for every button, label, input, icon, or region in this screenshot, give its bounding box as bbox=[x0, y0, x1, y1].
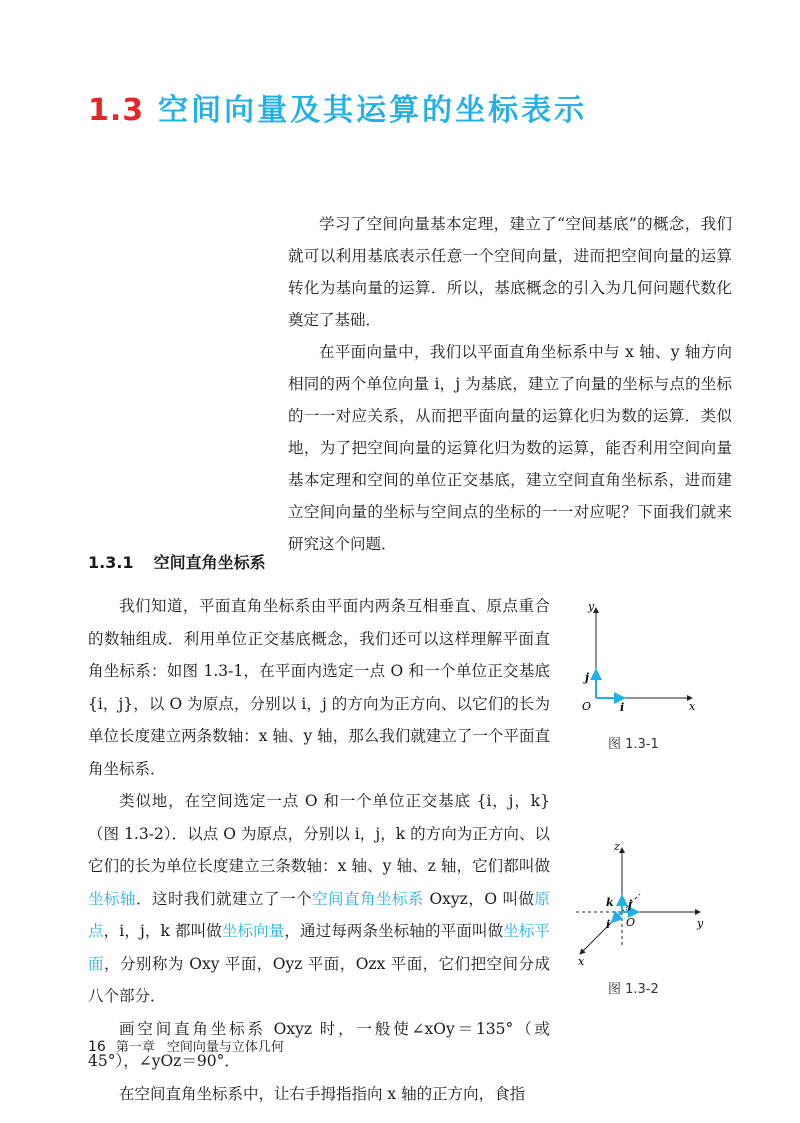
section-number: 1.3 bbox=[88, 93, 145, 128]
unit-vector-i bbox=[612, 912, 622, 922]
body-paragraph-4: 在空间直角坐标系中，让右手拇指指向 x 轴的正方向，食指 bbox=[119, 1084, 526, 1103]
label-i: i bbox=[606, 918, 611, 931]
figure-1-3-2-caption: 图 1.3-2 bbox=[608, 982, 659, 997]
label-x: x bbox=[578, 955, 585, 966]
section-title bbox=[88, 86, 587, 136]
term-coordinate-system: 空间直角坐标系 bbox=[312, 889, 425, 908]
label-x: x bbox=[689, 700, 696, 713]
label-i: i bbox=[620, 701, 625, 714]
term-coordinate-axis: 坐标轴 bbox=[88, 889, 137, 908]
figure-1-3-1 bbox=[568, 596, 708, 721]
body-paragraph-3: 画空间直角坐标系 Oxyz 时，一般使∠xOy＝135°（或 45°），∠yOz＝90°． bbox=[88, 1019, 550, 1070]
intro-text bbox=[288, 208, 732, 560]
intro-paragraph-1: 学习了空间向量基本定理，建立了“空间基底”的概念，我们就可以利用基底表示任意一个空间向量，进而把空间向量的运算转化为基向量的运算．所以，基底概念的引入为几何问题代数化奠定了基础． bbox=[288, 215, 732, 329]
label-j: j bbox=[585, 671, 589, 684]
body-text bbox=[88, 590, 550, 1110]
intro-paragraph-2: 在平面向量中，我们以平面直角坐标系中与 x 轴、y 轴方向相同的两个单位向量 i，j 为基底，建立了向量的坐标与点的坐标的一一对应关系，从而把平面向量的运算化归为数的运算．类似地，为了把空间向量的运算化归为数的运算，能否利用空间向量基本定理和空间的单位正交基底，建立空间直角坐标系，进而建立空间向量的坐标与空间点的坐标的一一对应呢？下面我们就来研究这个问题． bbox=[288, 343, 732, 553]
label-y: y bbox=[697, 917, 704, 930]
page-footer bbox=[88, 1036, 284, 1055]
term-coordinate-plane: 坐标平面 bbox=[88, 922, 550, 973]
body-paragraph-1: 我们知道，平面直角坐标系由平面内两条互相垂直、原点重合的数轴组成．利用单位正交基底概念，我们还可以这样理解平面直角坐标系：如图 1.3-1，在平面内选定一点 O 和一个单位正交基底 {i，j}，以 O 为原点，分别以 i，j 的方向为正方向、以它们的长为单位长度建立两条数轴：x 轴、y 轴，那么我们就建立了一个平面直角坐标系． bbox=[88, 597, 550, 778]
figure-1-3-2 bbox=[566, 836, 716, 966]
label-origin: O bbox=[582, 700, 592, 713]
label-origin: O bbox=[626, 916, 636, 929]
subsection-heading bbox=[88, 550, 266, 573]
section-title-text: 空间向量及其运算的坐标表示 bbox=[158, 93, 588, 128]
page-number: 16 bbox=[88, 1039, 106, 1055]
label-k: k bbox=[606, 896, 614, 909]
body-paragraph-2: 类似地，在空间选定一点 O 和一个单位正交基底 {i，j，k}（图 1.3-2）．以点 O 为原点，分别以 i，j，k 的方向为正方向、以它们的长为单位长度建立三条数轴：x 轴、y 轴、z 轴，它们都叫做坐标轴．这时我们就建立了一个空间直角坐标系 Oxyz，O 叫做原点，i，j，k 都叫做坐标向量，通过每两条坐标轴的平面叫做坐标平面，分别称为 Oxy 平面，Oyz 平面，Ozx 平面，它们把空间分成八个部分． bbox=[88, 792, 550, 1005]
chapter-title: 空间向量与立体几何 bbox=[166, 1040, 284, 1055]
label-y: y bbox=[588, 600, 595, 613]
term-origin: 原点 bbox=[88, 889, 550, 940]
figure-1-3-1-caption: 图 1.3-1 bbox=[608, 737, 659, 752]
subsection-title: 空间直角坐标系 bbox=[153, 553, 266, 572]
term-coordinate-vector: 坐标向量 bbox=[221, 922, 285, 940]
label-j: j bbox=[628, 898, 632, 911]
subsection-number: 1.3.1 bbox=[88, 553, 134, 572]
chapter-label: 第一章 bbox=[115, 1040, 155, 1055]
label-z: z bbox=[614, 840, 620, 853]
